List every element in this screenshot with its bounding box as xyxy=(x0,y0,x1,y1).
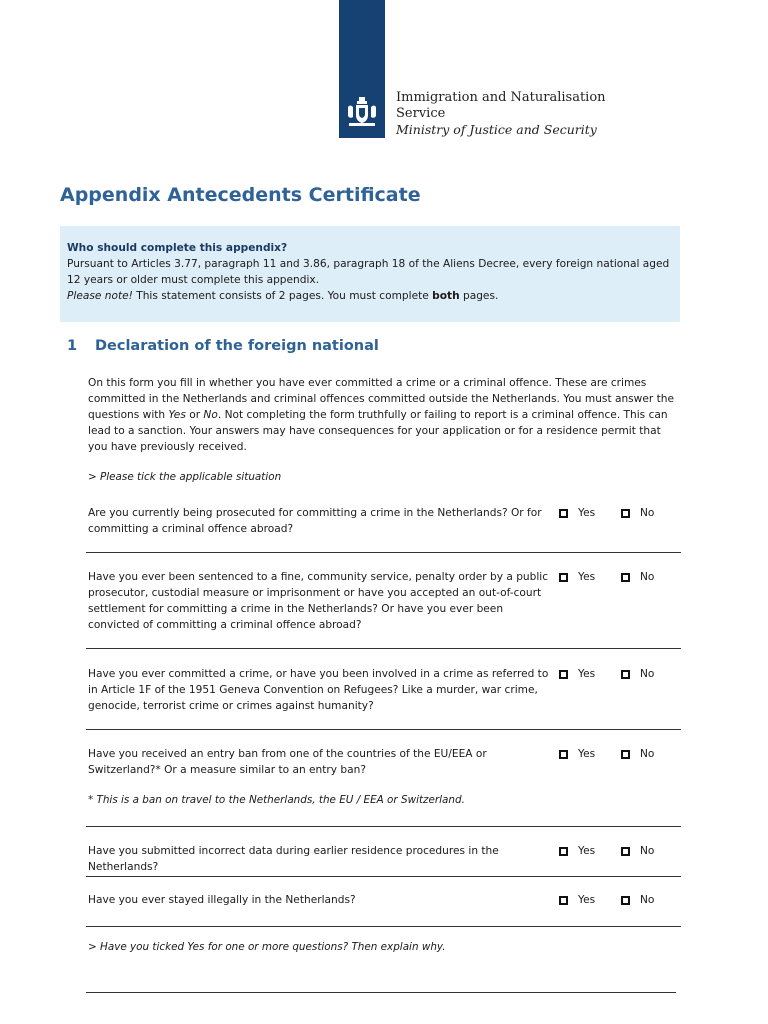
question-row xyxy=(86,666,681,730)
question-row xyxy=(86,746,681,827)
yes-label: Yes xyxy=(578,894,596,906)
yes-checkbox[interactable] xyxy=(559,896,568,905)
question-text: Are you currently being prosecuted for committing a crime in the Netherlands? Or for committing a criminal offence abroad? xyxy=(88,507,542,535)
intro-yes-word: Yes xyxy=(168,409,186,421)
no-option[interactable] xyxy=(621,845,654,857)
intro-paragraph xyxy=(88,375,678,455)
yes-label: Yes xyxy=(578,668,596,680)
note-label: Please note! xyxy=(67,290,133,302)
yes-label: Yes xyxy=(578,845,596,857)
org-name-line2: Service xyxy=(396,106,446,121)
yes-option[interactable] xyxy=(559,668,595,680)
note-text: This statement consists of 2 pages. You must complete xyxy=(132,290,433,302)
no-checkbox[interactable] xyxy=(621,670,630,679)
question-text: Have you ever stayed illegally in the Netherlands? xyxy=(88,894,356,906)
question-row xyxy=(86,569,681,649)
section-number: 1 xyxy=(67,338,78,354)
explain-prompt: > Have you ticked Yes for one or more questions? Then explain why. xyxy=(88,941,446,953)
no-checkbox[interactable] xyxy=(621,750,630,759)
intro-no-word: No xyxy=(203,409,218,421)
question-row xyxy=(86,843,681,877)
org-name-line1: Immigration and Naturalisation xyxy=(396,90,606,105)
no-label: No xyxy=(640,845,655,857)
section-title: Declaration of the foreign national xyxy=(95,338,379,354)
no-option[interactable] xyxy=(621,668,654,680)
yes-checkbox[interactable] xyxy=(559,670,568,679)
question-text: Have you ever committed a crime, or have you been involved in a crime as referred to in Article 1F of the 1951 Geneva Convention on Refugees? Like a murder, war crime, genocide, terrorist crime or crimes against humanity? xyxy=(88,668,549,712)
section-heading xyxy=(67,338,379,354)
no-checkbox[interactable] xyxy=(621,847,630,856)
yes-label: Yes xyxy=(578,507,596,519)
yes-checkbox[interactable] xyxy=(559,509,568,518)
question-text: Have you submitted incorrect data during earlier residence procedures in the Netherlands? xyxy=(88,845,499,873)
no-label: No xyxy=(640,894,655,906)
note-bold: both xyxy=(432,290,460,302)
no-option[interactable] xyxy=(621,507,654,519)
no-label: No xyxy=(640,668,655,680)
answer-line[interactable] xyxy=(86,992,676,993)
no-checkbox[interactable] xyxy=(621,896,630,905)
intro-text-1: On this form you fill in whether you have ever committed a crime or a criminal offence. These are crimes committed in the Netherlands and criminal offences committed outside the Netherlands. You must answer the questions with xyxy=(88,377,674,421)
page-title: Appendix Antecedents Certificate xyxy=(60,184,421,206)
info-box xyxy=(60,226,680,322)
question-text: Have you received an entry ban from one of the countries of the EU/EEA or Switzerland?* Or a measure similar to an entry ban? xyxy=(88,748,487,776)
no-label: No xyxy=(640,507,655,519)
no-checkbox[interactable] xyxy=(621,509,630,518)
yes-label: Yes xyxy=(578,571,596,583)
tick-instruction: > Please tick the applicable situation xyxy=(88,471,282,483)
yes-label: Yes xyxy=(578,748,596,760)
question-footnote: * This is a ban on travel to the Netherlands, the EU / EEA or Switzerland. xyxy=(88,794,465,806)
question-row xyxy=(86,892,681,927)
logo-bar xyxy=(339,0,385,138)
question-text: Have you ever been sentenced to a fine, community service, penalty order by a public prosecutor, custodial measure or imprisonment or have you accepted an out-of-court settlement for committing a crime in the Netherlands? Or have you ever been convicted of committing a criminal offence abroad? xyxy=(88,571,549,631)
yes-option[interactable] xyxy=(559,894,595,906)
no-label: No xyxy=(640,571,655,583)
yes-checkbox[interactable] xyxy=(559,847,568,856)
ministry-name: Ministry of Justice and Security xyxy=(396,122,597,137)
intro-text-2: . Not completing the form truthfully or failing to report is a criminal offence. This can lead to a sanction. Your answers may have consequences for your application or for a residence permit that you have previously received. xyxy=(88,409,668,453)
yes-checkbox[interactable] xyxy=(559,573,568,582)
yes-option[interactable] xyxy=(559,845,595,857)
question-row xyxy=(86,505,681,553)
no-label: No xyxy=(640,748,655,760)
logo-wordmark xyxy=(396,90,606,138)
info-question: Who should complete this appendix? xyxy=(67,242,288,254)
intro-or-word: or xyxy=(185,409,204,421)
info-body: Pursuant to Articles 3.77, paragraph 11 and 3.86, paragraph 18 of the Aliens Decree, every foreign national aged 12 years or older must complete this appendix. xyxy=(67,258,670,286)
yes-option[interactable] xyxy=(559,571,595,583)
no-option[interactable] xyxy=(621,748,654,760)
no-option[interactable] xyxy=(621,571,654,583)
coat-of-arms-icon xyxy=(345,95,379,129)
yes-checkbox[interactable] xyxy=(559,750,568,759)
yes-option[interactable] xyxy=(559,507,595,519)
ind-logo xyxy=(339,0,606,138)
note-end: pages. xyxy=(459,290,499,302)
yes-option[interactable] xyxy=(559,748,595,760)
no-checkbox[interactable] xyxy=(621,573,630,582)
info-note xyxy=(67,288,680,304)
no-option[interactable] xyxy=(621,894,654,906)
